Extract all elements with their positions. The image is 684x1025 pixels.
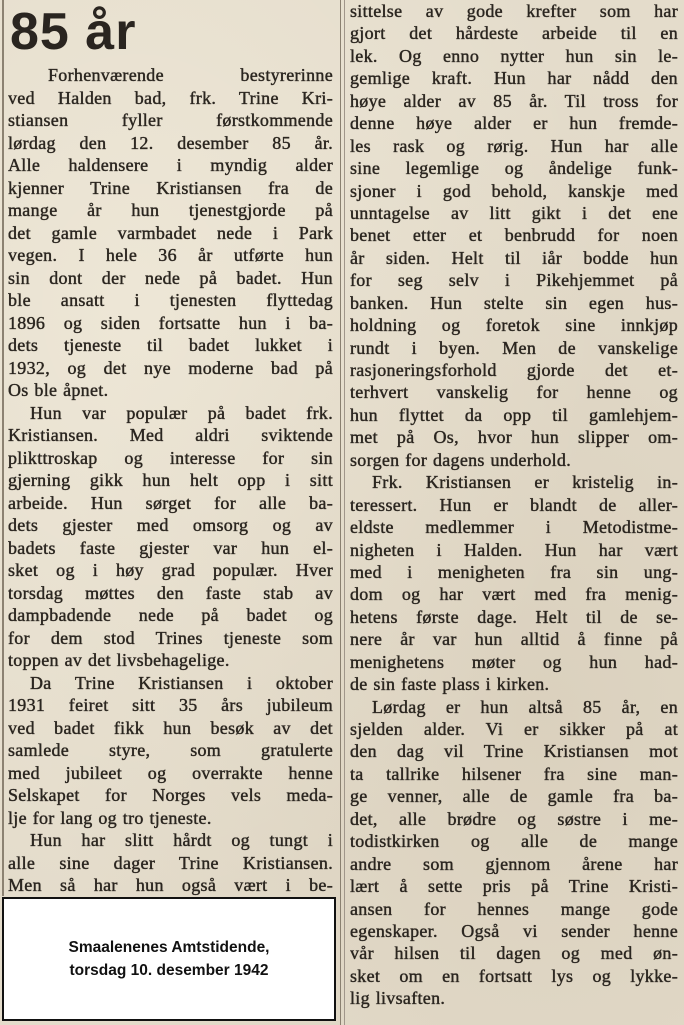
article-line: rundt i byen. Men de vanskelige <box>350 337 678 358</box>
article-line: sjoner i god behold, kanskje med <box>350 180 678 201</box>
article-line: dets tjeneste til badet lukket i <box>8 335 333 355</box>
article-line: plikttroskap og interesse for sin <box>8 447 333 468</box>
article-line: sin dont der nede på badet. Hun <box>8 267 333 288</box>
article-line: Selskapet for Norges vels meda- <box>8 785 333 805</box>
article-line: eldste medlemmer i Metodistme- <box>350 517 678 538</box>
article-line: med jubileet og overrakte henne <box>8 762 333 783</box>
article-line: lært å sette pris på Trine Kristi- <box>350 876 678 897</box>
article-line: gjerning gikk hun helt opp i sitt <box>8 470 333 490</box>
article-headline: 85 år <box>10 3 137 61</box>
article-line: Forhenværende bestyrerinne <box>48 65 333 85</box>
article-line: alle sine dager Trine Kristiansen. <box>8 852 333 873</box>
article-line: høye alder av 85 år. Til tross for <box>350 90 678 111</box>
article-right-column <box>350 0 678 1010</box>
article-line: nere år var hun alltid å finne på <box>350 629 678 650</box>
article-line: ved badet fikk hun besøk av det <box>8 717 333 738</box>
article-line: lig livsaften. <box>350 988 446 1009</box>
article-line: sittelse av gode krefter som har <box>350 1 678 21</box>
article-line: sorgen for dagens underhold. <box>350 449 572 470</box>
article-line: Hun har slitt hårdt og tungt i <box>30 830 333 850</box>
article-line: samlede styre, som gratulerte <box>8 740 333 760</box>
article-line: ta tallrike hilsener fra sine man- <box>350 763 678 784</box>
article-line: ble ansatt i tjenesten flyttedag <box>8 290 333 310</box>
article-line: sjelden alder. Vi er sikker på at <box>350 719 678 739</box>
article-line: Hun var populær på badet frk. <box>30 402 333 423</box>
article-line: stiansen fyller førstkommende <box>8 110 333 130</box>
article-line: Men så har hun også vært i be- <box>8 875 333 895</box>
article-line: lek. Og enno nytter hun sin le- <box>350 45 678 66</box>
article-line: Lørdag er hun altså 85 år, en <box>372 696 678 717</box>
article-line: for seg selv i Pikehjemmet på <box>350 270 678 291</box>
article-line: holdning og foretok sine innkjøp <box>350 315 678 336</box>
source-caption-box <box>2 897 336 1021</box>
article-line: for dem stod Trines tjeneste som <box>8 627 333 648</box>
article-line: sket og i høy grad populær. Hver <box>8 560 333 580</box>
article-line: sine legemlige og åndelige funk- <box>350 158 678 179</box>
article-line: Frk. Kristiansen er kristelig in- <box>372 472 678 493</box>
article-line: 1932, og det nye moderne bad på <box>8 357 333 378</box>
article-line: lje for lang og tro tjeneste. <box>8 807 212 828</box>
article-line: dom og har vært med fra menig- <box>350 584 678 605</box>
article-line: gjort det hårdeste arbeide til en <box>350 23 678 44</box>
article-line: unntagelse av litt gikt i det ene <box>350 202 678 223</box>
article-left-column <box>8 64 333 897</box>
article-line: toppen av det livsbehagelige. <box>8 650 230 670</box>
article-line: benet etter et benbrudd for noen <box>350 225 678 246</box>
article-line: lørdag den 12. desember 85 år. <box>8 132 333 153</box>
article-line: med i menigheten fra sin ung- <box>350 561 678 582</box>
article-line: andre som gjennom årene har <box>350 853 678 874</box>
article-line: 1931 feiret sitt 35 års jubileum <box>8 695 333 715</box>
article-line: les rask og rørig. Hun har alle <box>350 135 678 156</box>
article-line: det, alle brødre og søstre i me- <box>350 808 678 829</box>
article-line: vår hilsen til dagen og med øn- <box>350 943 678 964</box>
article-line: mange år hun tjenestgjorde på <box>8 200 333 220</box>
article-line: sket om en fortsatt lys og lykke- <box>350 965 678 986</box>
article-line: terhvert vanskelig for henne og <box>350 382 678 403</box>
article-line: de sin faste plass i kirken. <box>350 674 550 695</box>
article-line: menighetens møter og hun had- <box>350 651 678 672</box>
article-line: hetens første dage. Helt til de se- <box>350 606 678 627</box>
article-line: dampbadende nede på badet og <box>8 605 333 625</box>
article-line: banken. Hun stelte sin egen hus- <box>350 292 678 313</box>
article-line: Alle haldensere i myndig alder <box>8 155 333 175</box>
article-line: nigheten i Halden. Hun har vært <box>350 539 678 560</box>
article-line: Os ble åpnet. <box>8 380 109 400</box>
source-newspaper: Smaalenenes Amtstidende, <box>68 939 270 956</box>
article-line: torsdag møttes den faste stab av <box>8 582 333 603</box>
column-divider <box>344 0 345 1025</box>
article-line: vegen. I hele 36 år utførte hun <box>8 245 333 265</box>
article-line: arbeide. Hun sørget for alle ba- <box>8 492 333 513</box>
article-line: dets gjester med omsorg og av <box>8 515 333 535</box>
article-line: badets faste gjester var hun el- <box>8 537 333 558</box>
article-line: denne høye alder er hun fremde- <box>350 113 678 134</box>
article-line: egenskaper. Også vi sender henne <box>350 920 678 941</box>
article-line: Da Trine Kristiansen i oktober <box>30 672 333 693</box>
source-date: torsdag 10. desember 1942 <box>69 962 269 979</box>
article-line: 1896 og siden fortsatte hun i ba- <box>8 312 333 333</box>
article-line: hun flyttet da opp til gamlehjem- <box>350 404 678 425</box>
clipping-left-edge <box>2 0 4 896</box>
article-line: det gamle varmbadet nede i Park <box>8 222 333 243</box>
article-line: ved Halden bad, frk. Trine Kri- <box>8 87 333 108</box>
article-line: rasjoneringsforhold gjorde det et- <box>350 360 678 380</box>
article-line: todistkirken og alle de mange <box>350 831 678 852</box>
article-line: gemlige kraft. Hun har nådd den <box>350 68 678 89</box>
article-line: kjenner Trine Kristiansen fra de <box>8 177 333 198</box>
column-divider <box>340 0 341 1025</box>
article-line: år siden. Helt til iår bodde hun <box>350 247 678 268</box>
article-line: den dag vil Trine Kristiansen mot <box>350 741 678 762</box>
article-line: met på Os, hvor hun slipper om- <box>350 427 678 448</box>
article-line: ge venner, alle de gamle fra ba- <box>350 786 678 807</box>
article-line: teressert. Hun er blandt de aller- <box>350 494 678 515</box>
article-line: Kristiansen. Med aldri sviktende <box>8 425 333 445</box>
article-line: ansen for hennes mange gode <box>350 898 678 919</box>
